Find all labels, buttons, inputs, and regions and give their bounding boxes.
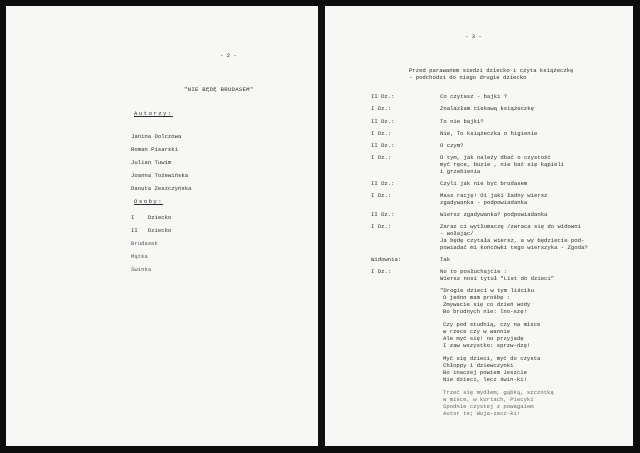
dialogue-line: powiadać mi końcówki tego wierszyka - Zgoda? <box>440 244 588 251</box>
poem-line: Bo inaczej powiem Jeszcie <box>443 369 527 376</box>
poem-line: w misce, w kurtach, Piecyki <box>443 396 534 403</box>
speaker-label: I Dz.: <box>371 154 392 161</box>
dialogue-line: i grzebienia <box>440 168 481 175</box>
right-page <box>325 6 633 446</box>
speaker-label: II Dz.: <box>371 118 395 125</box>
dialogue-line: No to posłuchajcie : <box>440 268 508 275</box>
person-name: Świnka <box>131 266 152 273</box>
dialogue-line: Znalazłam ciekawą książeczkę <box>440 105 534 112</box>
speaker-label: II Dz.: <box>371 211 395 218</box>
dialogue-line: Zaraz ci wytłumaczę /zwraca się do widowni <box>440 223 581 230</box>
dialogue-line: Czyli jak nie być brudasem <box>440 180 528 187</box>
poem-line: Czy pod studnią, czy na misce <box>443 321 541 328</box>
speaker-label: II Dz.: <box>371 142 395 149</box>
poem-line: Zmywacie się co dzień wody <box>443 301 531 308</box>
poem-line: Autor te; Wuja-zecz-ki! <box>443 410 521 417</box>
speaker-label: Widownia: <box>371 256 402 263</box>
dialogue-line: Wiersz zgadywanka? podpowiadanka <box>440 211 548 218</box>
poem-line: I zaw wszystko: sprzw-dzę! <box>443 342 531 349</box>
poem-line: Ale myć się! no przyjadę <box>443 335 524 342</box>
persons-heading: Osoby: <box>134 198 164 205</box>
stage-direction: - podchodzi do niego drugie dziecko <box>409 74 527 81</box>
speaker-label: I Dz.: <box>371 223 392 230</box>
poem-line: O jednn mam prośbę : <box>443 294 511 301</box>
dialogue-line: O czym? <box>440 142 464 149</box>
left-page <box>6 6 318 446</box>
speaker-label: I Dz.: <box>371 105 392 112</box>
dialogue-line: To nie bajki? <box>440 118 484 125</box>
authors-heading: Autorzy: <box>134 110 173 117</box>
speaker-label: I Dz.: <box>371 192 392 199</box>
poem-line: Trzeć się mydłem, gąbką, szczotką <box>443 389 554 396</box>
author-name: Janina Dolczowa <box>131 133 182 140</box>
speaker-label: II Dz.: <box>371 180 395 187</box>
poem-line: Chłoppy i dziewczynki <box>443 362 514 369</box>
page-number: - 2 - <box>220 52 237 59</box>
dialogue-line: Co czytasz - bajki ? <box>440 93 508 100</box>
author-name: Joanna Tożewińska <box>131 172 189 179</box>
person-name: I Dziecko <box>131 214 172 221</box>
author-name: Danuta Zeszczyńska <box>131 185 192 192</box>
speaker-label: II Dz.: <box>371 93 395 100</box>
dialogue-line: O tym, jak należy dbać o czystość <box>440 154 551 161</box>
poem-line: Bo brudnych nie: lno-szę! <box>443 308 527 315</box>
author-name: Roman Pisarski <box>131 146 178 153</box>
dialogue-line: Ja będę czytała wiersz, a wy będziecie pod- <box>440 237 585 244</box>
play-title: "NIE BĘDĘ BRUDASEM" <box>184 86 254 93</box>
poem-line: Myć się dzieci, myć do czysta <box>443 355 541 362</box>
author-name: Julian Tuwim <box>131 159 172 166</box>
book-gutter <box>318 6 325 446</box>
dialogue-line: Masz rację! Oi jaki ładny wiersz <box>440 192 548 199</box>
dialogue-line: Wiersz nosi tytuł "List do dzieci" <box>440 275 555 282</box>
poem-line: "Drogie dzieci w tym liściku <box>440 287 534 294</box>
dialogue-line: zgadywanka - podpowiadanka <box>440 199 528 206</box>
dialogue-line: Nie, To książeczka o higienie <box>440 130 538 137</box>
dialogue-line: - wołając/ <box>440 230 474 237</box>
dialogue-line: myć ręce, buzie , nie bać się kąpieli <box>440 161 565 168</box>
poem-line: Nie dzieci, lecz świn-ki! <box>443 376 527 383</box>
speaker-label: I Dz.: <box>371 268 392 275</box>
poem-line: Spodnie czystej z powagaiem <box>443 403 534 410</box>
person-name: Mątka <box>131 253 148 260</box>
speaker-label: I Dz.: <box>371 130 392 137</box>
page-number: - 3 - <box>465 33 482 40</box>
person-name: II Dziecko <box>131 227 172 234</box>
dialogue-line: Tak <box>440 256 451 263</box>
person-name: Brudasek <box>131 240 158 247</box>
poem-line: w rzece czy w wannie <box>443 328 511 335</box>
stage-direction: Przed parawanem siedzi dziecko i czyta książeczkę <box>409 67 574 74</box>
